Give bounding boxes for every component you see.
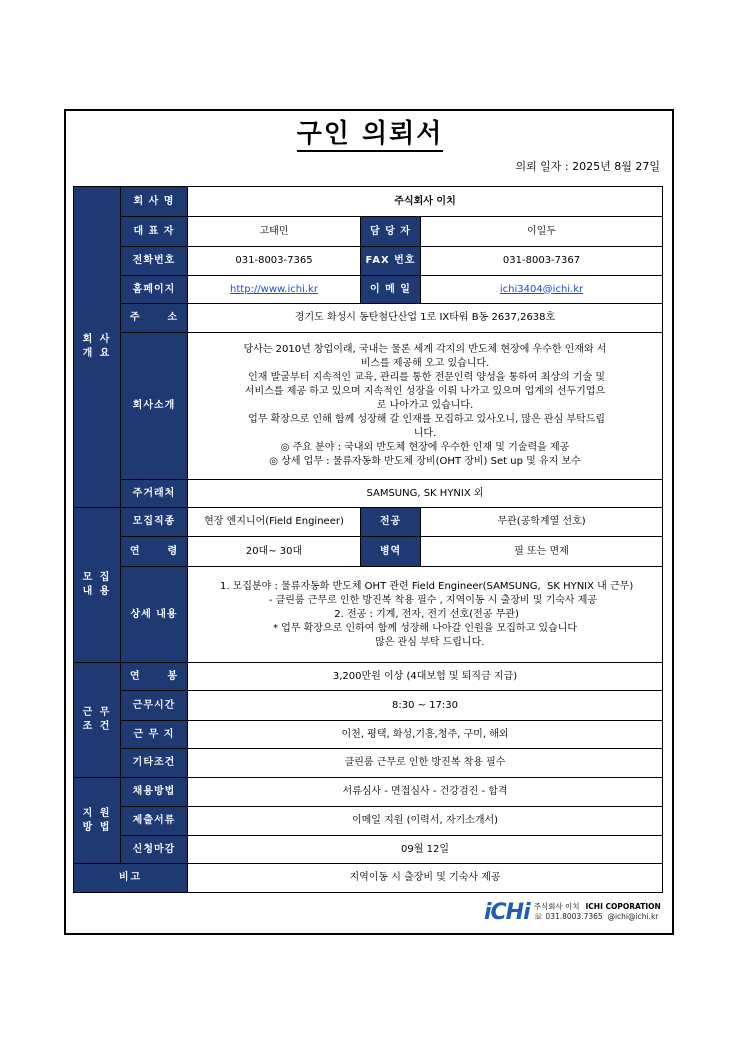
clients-label: 주거래처 xyxy=(121,480,188,508)
process-value: 서류심사 - 면접심사 - 건강검진 - 합격 xyxy=(188,778,663,807)
intro-line: ◎ 상세 업무 : 물류자동화 반도체 장비(OHT 장비) Set up 및 유지 보수 xyxy=(269,456,581,467)
table-row xyxy=(74,333,663,480)
table-row xyxy=(74,187,663,217)
intro-line: 로 나아가고 있습니다. xyxy=(376,400,474,411)
company-name: 주식회사 이치 xyxy=(188,187,663,217)
other-conditions-value: 클린룸 근무로 인한 방진복 착용 필수 xyxy=(188,749,663,778)
section-recruit: 모 집 내 용 xyxy=(74,508,121,663)
location-value: 이천, 평택, 화성,기흥,청주, 구미, 해외 xyxy=(188,721,663,749)
fax-label: FAX 번호 xyxy=(361,247,421,276)
company-name-en: ICHI COPORATION xyxy=(585,902,661,911)
phone-value: 031-8003-7365 xyxy=(188,247,361,276)
table-row xyxy=(74,508,663,537)
section-company: 회 사 개 요 xyxy=(74,187,121,508)
company-intro xyxy=(188,333,663,480)
company-logo xyxy=(484,901,661,923)
fax-value: 031-8003-7367 xyxy=(421,247,663,276)
intro-line: 당사는 2010년 창업이래, 국내는 물론 세계 각지의 반도체 현장에 우수한 인재와 서 xyxy=(243,344,607,355)
request-form-table xyxy=(73,186,663,893)
hours-label: 근무시간 xyxy=(121,691,188,721)
address-label: 주 소 xyxy=(121,304,188,333)
docs-value: 이메일 지원 (이력서, 자기소개서) xyxy=(188,807,663,836)
table-row xyxy=(74,691,663,721)
email-label: 이 메 일 xyxy=(361,276,421,304)
location-label: 근 무 지 xyxy=(121,721,188,749)
note-value: 지역이동 시 출장비 및 기숙사 제공 xyxy=(188,864,663,893)
detail-label: 상세 내용 xyxy=(121,567,188,663)
job-value: 현장 엔지니어(Field Engineer) xyxy=(188,508,361,537)
salary-label: 연 봉 xyxy=(121,663,188,691)
note-label: 비고 xyxy=(74,864,188,893)
age-value: 20대~ 30대 xyxy=(188,537,361,567)
other-conditions-label: 기타조건 xyxy=(121,749,188,778)
email-icon: @ xyxy=(607,912,615,921)
recruit-detail xyxy=(188,567,663,663)
intro-line: 인재 발굴부터 지속적인 교육, 관리를 통한 전문인력 양성을 통하여 최상의 기술 및 xyxy=(244,372,606,383)
table-row xyxy=(74,864,663,893)
section-work: 근 무 조 건 xyxy=(74,663,121,778)
company-name-kr: 주식회사 이치 xyxy=(533,902,580,911)
table-row xyxy=(74,836,663,864)
table-row xyxy=(74,247,663,276)
phone-label: 전화번호 xyxy=(121,247,188,276)
table-row xyxy=(74,807,663,836)
address-value: 경기도 화성시 동탄첨단산업 1로 IX타워 B동 2637,2638호 xyxy=(188,304,663,333)
ichi-logo-mark: iCHi xyxy=(484,899,530,925)
homepage-cell xyxy=(188,276,361,304)
docs-label: 제출서류 xyxy=(121,807,188,836)
section-apply: 지 원 방 법 xyxy=(74,778,121,864)
ceo-value: 고태민 xyxy=(188,217,361,247)
table-row xyxy=(74,276,663,304)
major-label: 전공 xyxy=(361,508,421,537)
detail-line: 1. 모집분야 : 물류자동화 반도체 OHT 관련 Field Engineer(SAMSUNG, SK HYNIX 내 근무) xyxy=(216,580,634,592)
table-row xyxy=(74,778,663,807)
intro-line: 서비스를 제공 하고 있으며 지속적인 성장을 이뤄 나가고 있으며 업계의 선두기업으 xyxy=(244,386,606,397)
process-label: 채용방법 xyxy=(121,778,188,807)
phone-icon: ☏ xyxy=(533,912,544,921)
military-label: 병역 xyxy=(361,537,421,567)
email-cell xyxy=(421,276,663,304)
table-row xyxy=(74,663,663,691)
table-row xyxy=(74,304,663,333)
table-row xyxy=(74,217,663,247)
military-value: 필 또는 면제 xyxy=(421,537,663,567)
table-row xyxy=(74,567,663,663)
detail-line: - 클린룸 근무로 인한 방진복 착용 필수 , 지역이동 시 출장비 및 기숙사 제공 xyxy=(252,594,598,606)
detail-line: 2. 전공 : 기계, 전자, 전기 선호(전공 무관) xyxy=(331,608,519,620)
major-value: 무관(공학계열 선호) xyxy=(421,508,663,537)
manager-label: 담 당 자 xyxy=(361,217,421,247)
manager-value: 이일두 xyxy=(421,217,663,247)
intro-line: 니다. xyxy=(413,428,437,439)
detail-line: 많은 관심 부탁 드립니다. xyxy=(365,636,485,648)
table-row xyxy=(74,749,663,778)
intro-line: 비스를 제공해 오고 있습니다. xyxy=(360,358,490,369)
homepage-label: 홈페이지 xyxy=(121,276,188,304)
logo-text xyxy=(534,902,661,922)
footer-email: ichi@ichi.kr xyxy=(614,912,659,921)
request-date: 의뢰 일자 : 2025년 8월 27일 xyxy=(515,160,660,173)
detail-line: * 업무 확장으로 인하여 함께 성장해 나아갈 인원을 모집하고 있습니다 xyxy=(272,622,578,634)
deadline-label: 신청마감 xyxy=(121,836,188,864)
table-row xyxy=(74,721,663,749)
table-row xyxy=(74,480,663,508)
homepage-link[interactable]: http://www.ichi.kr xyxy=(230,283,318,295)
age-label: 연 령 xyxy=(121,537,188,567)
intro-line: 업무 확장으로 인해 함께 성장해 갈 인재를 모집하고 있사오니, 많은 관심 부탁드립 xyxy=(244,414,606,425)
intro-line: ◎ 주요 분야 : 국내외 반도체 현장에 우수한 인재 및 기술력을 제공 xyxy=(280,442,570,453)
page-title: 구인 의뢰서 xyxy=(0,113,740,150)
company-name-label: 회 사 명 xyxy=(121,187,188,217)
salary-value: 3,200만원 이상 (4대보험 및 퇴직금 지급) xyxy=(188,663,663,691)
clients-value: SAMSUNG, SK HYNIX 외 xyxy=(188,480,663,508)
ceo-label: 대 표 자 xyxy=(121,217,188,247)
footer-phone: 031.8003.7365 xyxy=(545,912,603,921)
job-label: 모집직종 xyxy=(121,508,188,537)
hours-value: 8:30 ~ 17:30 xyxy=(188,691,663,721)
intro-label: 회사소개 xyxy=(121,333,188,480)
deadline-value: 09월 12일 xyxy=(188,836,663,864)
table-row xyxy=(74,537,663,567)
email-link[interactable]: ichi3404@ichi.kr xyxy=(499,283,584,295)
